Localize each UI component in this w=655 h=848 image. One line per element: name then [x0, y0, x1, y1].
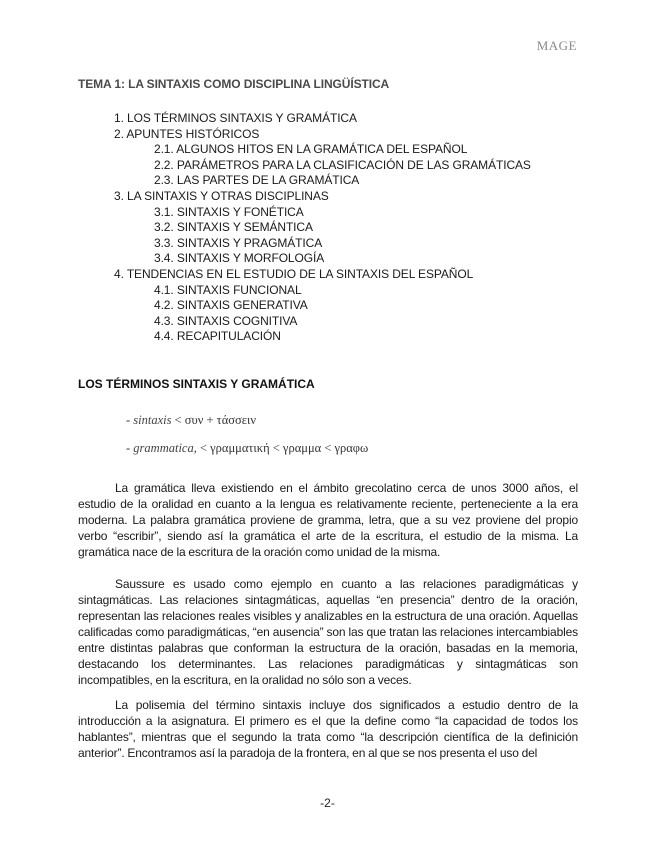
- toc-subsection-item: 2.3. LAS PARTES DE LA GRAMÁTICA: [154, 173, 360, 188]
- toc-section-item: 1. LOS TÉRMINOS SINTAXIS Y GRAMÁTICA: [114, 111, 357, 125]
- body-paragraph: Saussure es usado como ejemplo en cuanto a las relaciones paradigmáticas y sintagmáticas. Las relaciones sintagmáticas, aquellas “en presencia” dentro de la oración, representan las relaciones reales visibles y analizables en la estructura de una oración. Aquellas calificadas como paradigmáticas, “en ausencia” son las que tratan las relaciones intercambiables entre distintas palabras que conforman la estructura de la oración, basadas en la memoria, destacando los determinantes. Las relaciones paradigmáticas y sintagmáticas son incompatibles, en la escritura, en la oralidad no sólo son a veces.: [78, 577, 578, 687]
- etymology-dash: -: [126, 441, 134, 455]
- etymology-term: grammatica,: [133, 441, 197, 455]
- toc-subsection-item: 4.2. SINTAXIS GENERATIVA: [154, 298, 308, 313]
- toc-subsection-item: 3.4. SINTAXIS Y MORFOLOGÍA: [154, 251, 325, 266]
- body-paragraph: La polisemia del término sintaxis incluye dos significados a estudio dentro de la introducción a la asignatura. El primero es el que la define como “la capacidad de todos los hablantes”, mientras que el segundo la trata como “la descripción científica de la definición anterior”. Encontramos así la paradoja de la frontera, en al que se nos presenta el uso del: [78, 698, 578, 760]
- etymology-line: [126, 413, 256, 428]
- toc-subsection-item: 2.1. ALGUNOS HITOS EN LA GRAMÁTICA DEL ESPAÑOL: [154, 142, 468, 157]
- toc-subsection-item: 4.4. RECAPITULACIÓN: [154, 329, 281, 344]
- toc-subsection-item: 3.1. SINTAXIS Y FONÉTICA: [154, 204, 304, 219]
- etymology-derivation: < γραμματική < γραμμα < γραφω: [196, 441, 369, 455]
- toc-subsection-item: 3.2. SINTAXIS Y SEMÁNTICA: [154, 220, 313, 235]
- page-number: -2-: [320, 796, 335, 810]
- etymology-line: [126, 441, 368, 456]
- toc-subsection-item: 4.3. SINTAXIS COGNITIVA: [154, 313, 298, 328]
- etymology-dash: -: [126, 413, 134, 427]
- toc-section-item: 2. APUNTES HISTÓRICOS: [114, 126, 260, 141]
- etymology-derivation: < συν + τάσσειν: [171, 413, 256, 427]
- chapter-title: TEMA 1: LA SINTAXIS COMO DISCIPLINA LINGÜÍSTICA: [78, 77, 390, 91]
- toc-subsection-item: 2.2. PARÁMETROS PARA LA CLASIFICACIÓN DE LAS GRAMÁTICAS: [154, 157, 531, 172]
- toc-subsection-item: 3.3. SINTAXIS Y PRAGMÁTICA: [154, 235, 323, 250]
- section-title: LOS TÉRMINOS SINTAXIS Y GRAMÁTICA: [78, 377, 315, 391]
- toc-section-item: 4. TENDENCIAS EN EL ESTUDIO DE LA SINTAXIS DEL ESPAÑOL: [114, 267, 474, 281]
- body-paragraph: La gramática lleva existiendo en el ámbito grecolatino cerca de unos 3000 años, el estudio de la oralidad en cuanto a la lengua es relativamente reciente, perteneciente a la era moderna. La palabra gramática proviene de gramma, letra, que a su vez proviene del propio verbo “escribir”, siendo así la gramática el arte de la escritura, el estudio de la misma. La gramática nace de la escritura de la oración como unidad de la misma.: [78, 481, 578, 559]
- toc-subsection-item: 4.1. SINTAXIS FUNCIONAL: [154, 282, 302, 297]
- etymology-term: sintaxis: [133, 413, 172, 427]
- toc-section-item: 3. LA SINTAXIS Y OTRAS DISCIPLINAS: [114, 189, 329, 203]
- header-mark: MAGE: [536, 38, 577, 53]
